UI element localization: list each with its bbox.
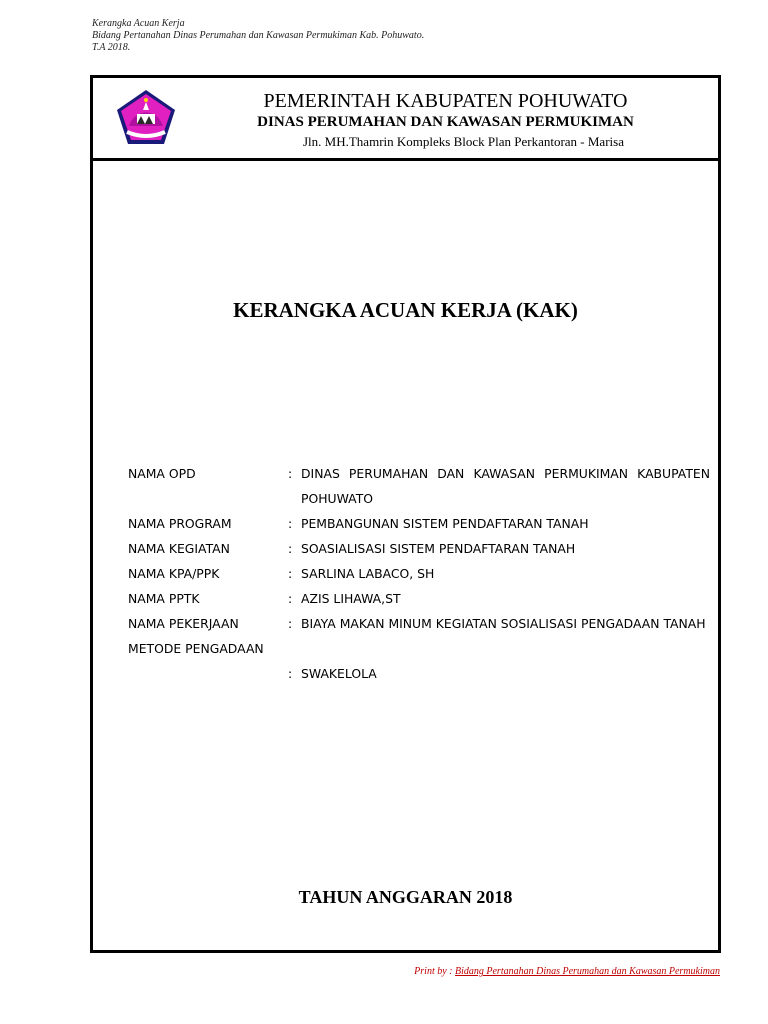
info-separator: : — [288, 591, 293, 606]
department-name: DINAS PERUMAHAN DAN KAWASAN PERMUKIMAN — [257, 114, 634, 130]
cover-frame — [90, 75, 721, 953]
info-separator: : — [288, 666, 293, 681]
info-row-opd — [128, 461, 710, 511]
pohuwato-emblem-logo — [115, 88, 177, 146]
government-name: PEMERINTAH KABUPATEN POHUWATO — [263, 90, 628, 112]
info-value: AZIS LIHAWA,ST — [301, 591, 401, 606]
office-address: Jln. MH.Thamrin Kompleks Block Plan Perkantoran - Marisa — [303, 134, 624, 149]
info-label: NAMA PPTK — [128, 591, 200, 606]
info-value: BIAYA MAKAN MINUM KEGIATAN SOSIALISASI PENGADAAN TANAH — [301, 616, 706, 631]
info-row-metode-value — [128, 661, 710, 686]
info-row-pekerjaan — [128, 611, 710, 636]
print-footer — [414, 966, 720, 977]
info-value: SWAKELOLA — [301, 666, 377, 681]
info-separator: : — [288, 616, 293, 631]
document-title: KERANGKA ACUAN KERJA (KAK) — [233, 298, 578, 322]
info-row-kegiatan — [128, 536, 710, 561]
info-table — [128, 461, 710, 686]
info-row-program — [128, 511, 710, 536]
running-header-line-2: Bidang Pertanahan Dinas Perumahan dan Kawasan Permukiman Kab. Pohuwato. — [92, 30, 425, 41]
info-value: PEMBANGUNAN SISTEM PENDAFTARAN TANAH — [301, 516, 589, 531]
info-separator: : — [288, 516, 293, 531]
info-label: NAMA KPA/PPK — [128, 566, 220, 581]
footer-link[interactable]: Bidang Pertanahan Dinas Perumahan dan Kawasan Permukiman — [455, 966, 720, 977]
info-label: NAMA PEKERJAAN — [128, 616, 239, 631]
running-header — [92, 18, 424, 54]
info-row-kpa-ppk — [128, 561, 710, 586]
info-separator: : — [288, 541, 293, 556]
info-separator: : — [288, 566, 293, 581]
info-value: DINAS PERUMAHAN DAN KAWASAN PERMUKIMAN KABUPATEN POHUWATO — [301, 466, 710, 506]
info-label: NAMA KEGIATAN — [128, 541, 230, 556]
info-label: METODE PENGADAAN — [128, 641, 264, 656]
running-header-line-3: T.A 2018. — [92, 42, 131, 53]
info-label: NAMA OPD — [128, 466, 196, 481]
info-value: SOASIALISASI SISTEM PENDAFTARAN TANAH — [301, 541, 576, 556]
letterhead — [93, 78, 718, 161]
info-separator: : — [288, 466, 293, 481]
info-value: SARLINA LABACO, SH — [301, 566, 435, 581]
running-header-line-1: Kerangka Acuan Kerja — [92, 18, 185, 29]
info-label: NAMA PROGRAM — [128, 516, 232, 531]
info-row-metode-label — [128, 636, 710, 661]
footer-prefix: Print by : — [414, 966, 455, 977]
info-row-pptk — [128, 586, 710, 611]
fiscal-year: TAHUN ANGGARAN 2018 — [298, 887, 513, 907]
